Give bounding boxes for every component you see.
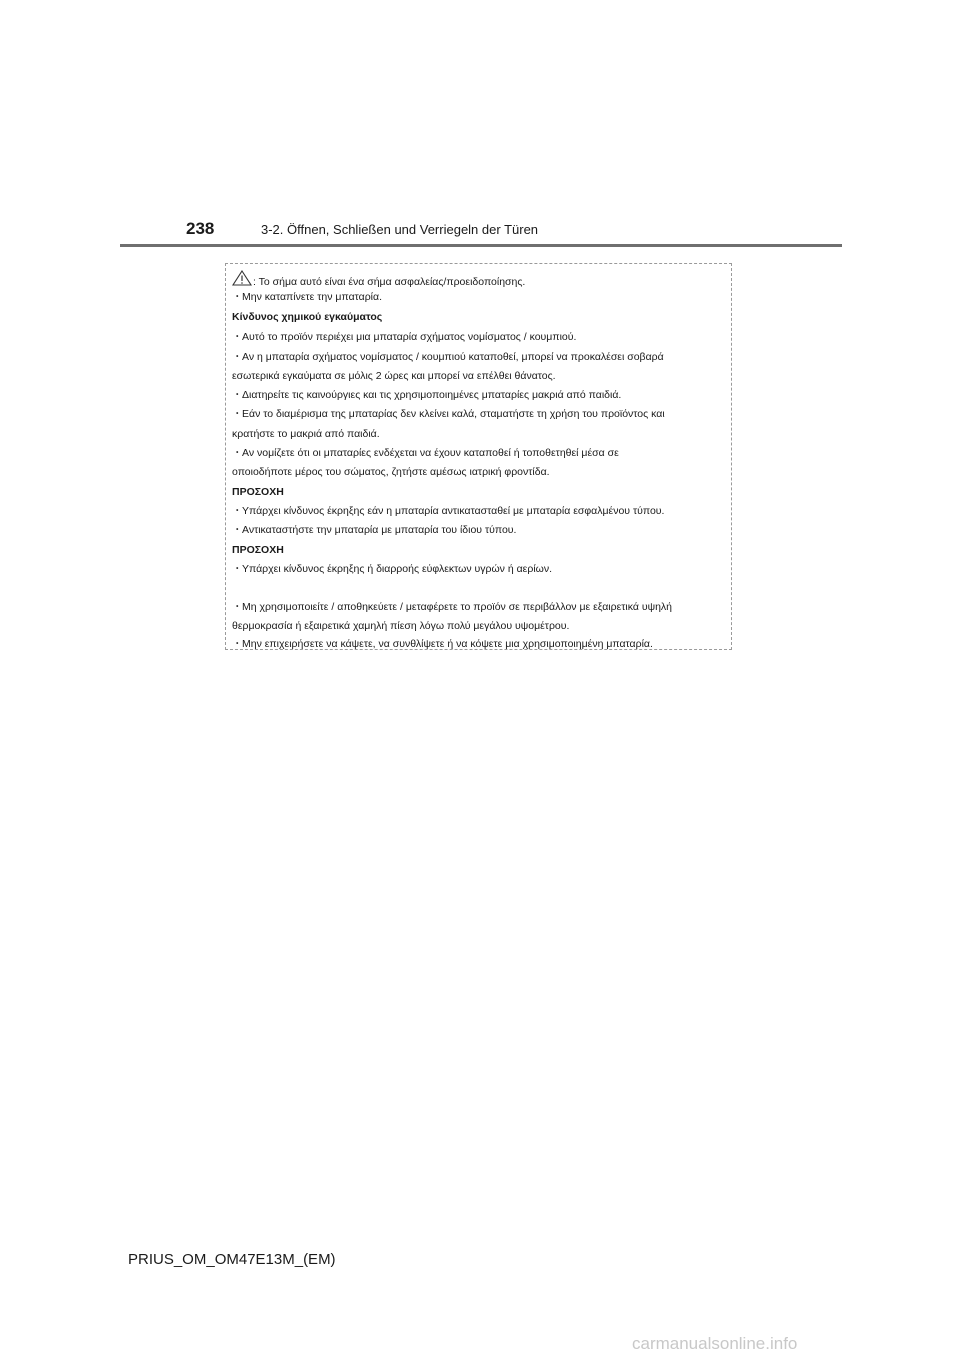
warning-line: ・Υπάρχει κίνδυνος έκρηξης ή διαρροής εύφλεκτων υγρών ή αερίων. [232,563,553,575]
warning-triangle-icon [232,270,252,290]
caution-heading: ΠΡΟΣΟΧΗ [232,544,284,556]
warning-line: ・Διατηρείτε τις καινούργιες και τις χρησιμοποιημένες μπαταρίες μακριά από παιδιά. [232,389,622,401]
bullet: ・ [232,291,243,303]
warning-line: ・Αν νομίζετε ότι οι μπαταρίες ενδέχεται να έχουν καταποθεί ή τοποθετηθεί μέσα σε [232,447,619,459]
warning-intro-text: : Το σήμα αυτό είναι ένα σήμα ασφαλείας/προειδοποίησης. [253,276,526,288]
section-title: 3-2. Öffnen, Schließen und Verriegeln der Türen [261,222,539,237]
warning-line: ・Αυτό το προϊόν περιέχει μια μπαταρία σχήματος νομίσματος / κουμπιού. [232,331,577,343]
warning-line: ・Εάν το διαμέρισμα της μπαταρίας δεν κλείνει καλά, σταματήστε τη χρήση του προϊόντος και [232,408,665,420]
warning-line-continued: οποιοδήποτε μέρος του σώματος, ζητήστε αμέσως ιατρική φροντίδα. [232,466,550,478]
warning-line-continued: εσωτερικά εγκαύματα σε μόλις 2 ώρες και μπορεί να επέλθει θάνατος. [232,370,556,382]
warning-line-continued: κρατήστε το μακριά από παιδιά. [232,428,380,440]
watermark: carmanualsonline.info [632,1334,798,1353]
warning-line: ・Μη χρησιμοποιείτε / αποθηκεύετε / μεταφέρετε το προϊόν σε περιβάλλον με εξαιρετικά υψηλή [232,601,673,613]
bullet: ・ [232,331,243,343]
warning-line-continued: θερμοκρασία ή εξαιρετικά χαμηλή πίεση λόγω πολύ μεγάλου υψομέτρου. [232,620,570,632]
warning-line: ・Αν η μπαταρία σχήματος νομίσματος / κουμπιού καταποθεί, μπορεί να προκαλέσει σοβαρά [232,351,664,363]
bullet: ・ [232,389,243,401]
bullet: ・ [232,638,243,650]
bullet: ・ [232,408,243,420]
warning-heading-chemical: Κίνδυνος χημικού εγκαύματος [232,311,383,323]
document-code: PRIUS_OM_OM47E13M_(EM) [128,1251,336,1268]
warning-intro [232,270,525,290]
caution-heading: ΠΡΟΣΟΧΗ [232,486,284,498]
bullet: ・ [232,524,243,536]
warning-line: ・Αντικαταστήστε την μπαταρία με μπαταρία του ίδιου τύπου. [232,524,517,536]
warning-line: ・Μην καταπίνετε την μπαταρία. [232,291,383,303]
header-divider [120,244,842,247]
bullet: ・ [232,601,243,613]
warning-line: ・Υπάρχει κίνδυνος έκρηξης εάν η μπαταρία αντικατασταθεί με μπαταρία εσφαλμένου τύπου. [232,505,665,517]
bullet: ・ [232,505,243,517]
page-number: 238 [186,219,215,238]
bullet: ・ [232,563,243,575]
warning-line: ・Μην επιχειρήσετε να κάψετε, να συνθλίψετε ή να κόψετε μια χρησιμοποιημένη μπαταρία. [232,638,653,650]
bullet: ・ [232,351,243,363]
bullet: ・ [232,447,243,459]
